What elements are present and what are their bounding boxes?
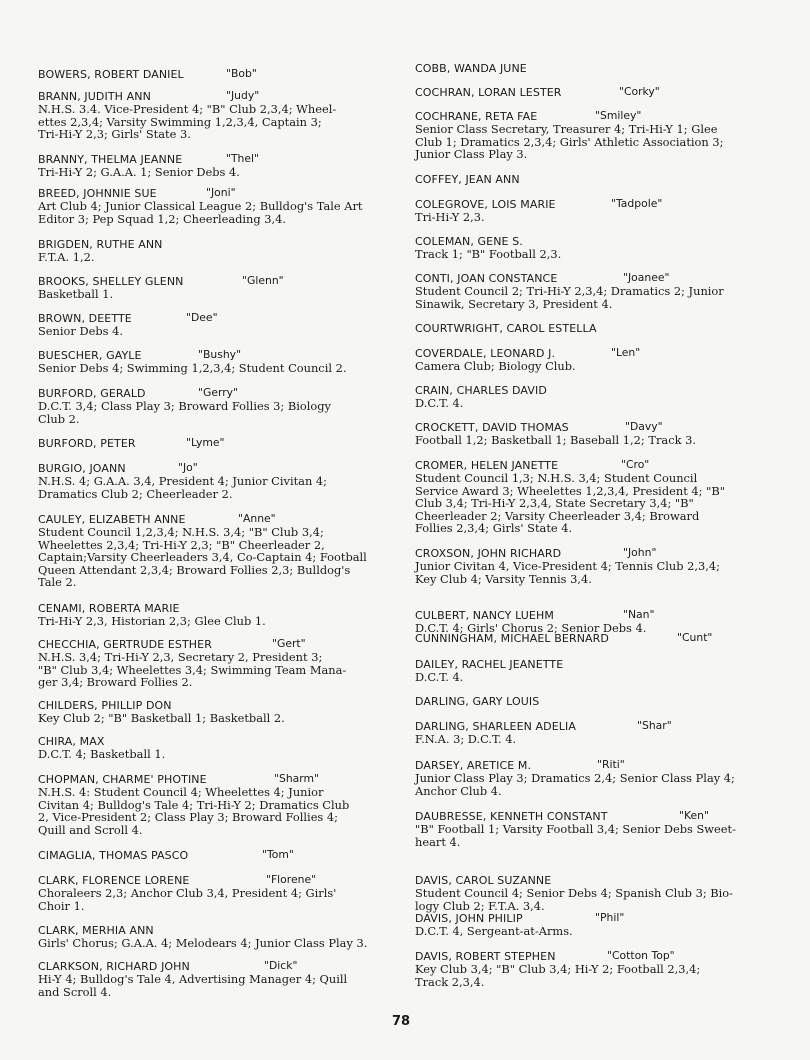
student-nickname: "Davy" xyxy=(625,420,663,433)
student-entry xyxy=(38,312,398,338)
student-nickname: "Sharm" xyxy=(274,772,320,785)
student-entry xyxy=(415,658,780,684)
student-nickname: "Joni" xyxy=(206,186,236,199)
entry-header xyxy=(38,874,398,887)
activities-line: 2, Vice-President 2; Class Play 3; Broward Follies 4; xyxy=(38,810,338,825)
student-name: BUESCHER, GAYLE xyxy=(38,349,142,362)
student-entry xyxy=(38,275,398,301)
student-nickname: "Smiley" xyxy=(595,109,642,122)
student-entry xyxy=(415,459,780,535)
student-name: CROXSON, JOHN RICHARD xyxy=(415,547,562,560)
activities-line: logy Club 2; F.T.A. 3,4. xyxy=(415,898,545,913)
student-name: CROCKETT, DAVID THOMAS xyxy=(415,421,569,434)
student-nickname: "Shar" xyxy=(637,719,672,732)
entry-header xyxy=(415,609,780,622)
student-entry xyxy=(38,437,398,450)
student-name: CLARK, FLORENCE LORENE xyxy=(38,874,190,887)
entry-header xyxy=(38,849,398,862)
entry-header xyxy=(415,759,780,772)
activities-line: Student Council 4; Senior Debs 4; Spanish Club 3; Bio- xyxy=(415,886,734,900)
student-nickname: "Cunt" xyxy=(677,631,713,644)
student-entry xyxy=(38,462,398,500)
activities-line: Club 2. xyxy=(38,411,80,426)
activities-line: Civitan 4; Bulldog's Tale 4; Tri-Hi-Y 2; Dramatics Club xyxy=(38,797,350,812)
student-entry xyxy=(415,912,780,938)
student-entry xyxy=(38,153,398,179)
student-nickname: "Riti" xyxy=(597,758,625,771)
activities-line: Sinawik, Secretary 3, President 4. xyxy=(415,296,613,311)
student-entry xyxy=(415,950,780,988)
student-nickname: "Nan" xyxy=(623,608,655,621)
entry-header xyxy=(38,238,398,251)
student-name: COLEGROVE, LOIS MARIE xyxy=(415,198,556,211)
student-entry xyxy=(38,513,398,589)
student-entry xyxy=(415,173,780,186)
activities-line: ger 3,4; Broward Follies 2. xyxy=(38,675,193,690)
entry-header xyxy=(415,459,780,472)
activities-line: Football 1,2; Basketball 1; Baseball 1,2; Track 3. xyxy=(415,433,696,447)
entry-header xyxy=(415,874,780,887)
entry-header xyxy=(38,699,398,712)
student-entry xyxy=(415,235,780,261)
activities-line: "B" Club 3,4; Wheelettes 3,4; Swimming Team Mana- xyxy=(38,662,347,677)
entry-header xyxy=(415,695,780,708)
student-nickname: "Cotton Top" xyxy=(607,949,675,962)
student-entry xyxy=(38,960,398,998)
student-name: CROMER, HELEN JANETTE xyxy=(415,459,559,472)
student-name: CLARKSON, RICHARD JOHN xyxy=(38,960,190,973)
student-entry xyxy=(38,602,398,628)
entry-header xyxy=(38,437,398,450)
activities-line: Senior Debs 4; Swimming 1,2,3,4; Student Council 2. xyxy=(38,361,347,375)
entry-header xyxy=(415,547,780,560)
activities-line: Junior Civitan 4, Vice-President 4; Tennis Club 2,3,4; xyxy=(415,559,720,573)
student-name: COVERDALE, LEONARD J. xyxy=(415,347,556,360)
activities-line: D.C.T. 4, Sergeant-at-Arms. xyxy=(415,924,573,938)
student-nickname: "Corky" xyxy=(619,85,660,98)
activities-line: D.C.T. 4; Girls' Chorus 2; Senior Debs 4. xyxy=(415,621,647,635)
activities-line: Basketball 1. xyxy=(38,287,114,301)
student-entry xyxy=(415,198,780,224)
entry-header xyxy=(38,349,398,362)
activities-line: Senior Class Secretary, Treasurer 4; Tri-Hi-Y 1; Glee xyxy=(415,122,718,136)
activities-line: Art Club 4; Junior Classical League 2; Bulldog's Tale Art xyxy=(38,199,363,213)
entry-header xyxy=(415,173,780,186)
activities-line: N.H.S. 4; G.A.A. 3,4, President 4; Junior Civitan 4; xyxy=(38,474,328,488)
activities-line: Follies 2,3,4; Girls' State 4. xyxy=(415,521,573,536)
activities-line: D.C.T. 4; Basketball 1. xyxy=(38,747,166,761)
student-nickname: "Dick" xyxy=(264,959,298,972)
student-name: CONTI, JOAN CONSTANCE xyxy=(415,272,558,285)
entry-header xyxy=(415,720,780,733)
entry-header xyxy=(415,110,780,123)
student-name: CHECCHIA, GERTRUDE ESTHER xyxy=(38,638,212,651)
student-name: CENAMI, ROBERTA MARIE xyxy=(38,602,180,615)
student-name: DAUBRESSE, KENNETH CONSTANT xyxy=(415,810,608,823)
student-nickname: "Judy" xyxy=(226,89,260,102)
student-name: CULBERT, NANCY LUEHM xyxy=(415,609,554,622)
student-entry xyxy=(38,638,398,689)
activities-line: Wheelettes 2,3,4; Tri-Hi-Y 2,3; "B" Cheerleader 2, xyxy=(38,537,325,552)
entry-header xyxy=(415,347,780,360)
student-name: DAVIS, ROBERT STEPHEN xyxy=(415,950,556,963)
activities-line: Tri-Hi-Y 2; G.A.A. 1; Senior Debs 4. xyxy=(38,165,240,179)
student-entry xyxy=(415,720,780,746)
entry-header xyxy=(38,153,398,166)
student-nickname: "John" xyxy=(623,546,657,559)
student-nickname: "Florene" xyxy=(266,873,317,886)
student-nickname: "Gert" xyxy=(272,637,306,650)
student-entry xyxy=(38,773,398,836)
activities-line: Tri-Hi-Y 2,3. xyxy=(415,210,485,224)
student-name: BURGIO, JOANN xyxy=(38,462,126,475)
student-name: BURFORD, PETER xyxy=(38,437,136,450)
student-entry xyxy=(38,349,398,375)
entry-header xyxy=(415,235,780,248)
entry-header xyxy=(38,462,398,475)
student-entry xyxy=(38,238,398,264)
student-entry xyxy=(415,62,780,75)
student-name: CHILDERS, PHILLIP DON xyxy=(38,699,172,712)
entry-header xyxy=(38,773,398,786)
page-number: 78 xyxy=(392,1014,411,1029)
entry-header xyxy=(38,68,398,81)
activities-line: Student Council 1,3; N.H.S. 3,4; Student Council xyxy=(415,471,698,485)
activities-line: Captain;Varsity Cheerleaders 3,4, Co-Captain 4; Football xyxy=(38,550,367,565)
entry-header xyxy=(415,421,780,434)
student-entry xyxy=(415,810,780,848)
activities-line: Key Club 4; Varsity Tennis 3,4. xyxy=(415,571,592,586)
student-name: BRIGDEN, RUTHE ANN xyxy=(38,238,163,251)
activities-line: Tale 2. xyxy=(38,575,77,590)
student-name: BURFORD, GERALD xyxy=(38,387,146,400)
entry-header xyxy=(38,275,398,288)
entry-header xyxy=(38,513,398,526)
student-nickname: "Ken" xyxy=(679,809,709,822)
activities-line: Dramatics Club 2; Cheerleader 2. xyxy=(38,486,233,501)
student-name: COURTWRIGHT, CAROL ESTELLA xyxy=(415,322,597,335)
student-entry xyxy=(38,387,398,425)
student-name: DARSEY, ARETICE M. xyxy=(415,759,532,772)
activities-line: Choir 1. xyxy=(38,898,85,913)
student-entry xyxy=(415,632,780,645)
entry-header xyxy=(38,90,398,103)
activities-line: Club 3,4; Tri-Hi-Y 2,3,4, State Secretary 3,4; "B" xyxy=(415,496,694,511)
student-name: COCHRANE, RETA FAE xyxy=(415,110,538,123)
student-nickname: "Gerry" xyxy=(198,386,239,399)
student-nickname: "Joanee" xyxy=(623,271,670,284)
student-name: BOWERS, ROBERT DANIEL xyxy=(38,68,184,81)
activities-line: D.C.T. 4. xyxy=(415,396,464,410)
student-name: DAILEY, RACHEL JEANETTE xyxy=(415,658,564,671)
activities-line: Student Council 1,2,3,4; N.H.S. 3,4; "B" Club 3,4; xyxy=(38,525,324,539)
student-name: CHOPMAN, CHARME' PHOTINE xyxy=(38,773,207,786)
activities-line: F.T.A. 1,2. xyxy=(38,250,95,264)
student-name: CHIRA, MAX xyxy=(38,735,105,748)
student-entry xyxy=(415,609,780,635)
student-name: CUNNINGHAM, MICHAEL BERNARD xyxy=(415,632,609,645)
entry-header xyxy=(415,198,780,211)
entry-header xyxy=(415,322,780,335)
activities-line: D.C.T. 4. xyxy=(415,670,464,684)
student-nickname: "Glenn" xyxy=(242,274,284,287)
student-entry xyxy=(38,849,398,862)
entry-header xyxy=(415,62,780,75)
activities-line: Choraleers 2,3; Anchor Club 3,4, President 4; Girls' xyxy=(38,886,337,900)
entry-header xyxy=(38,960,398,973)
entry-header xyxy=(38,638,398,651)
student-name: COCHRAN, LORAN LESTER xyxy=(415,86,562,99)
entry-header xyxy=(415,810,780,823)
activities-line: Anchor Club 4. xyxy=(415,783,502,798)
student-nickname: "Phil" xyxy=(595,911,625,924)
student-name: CRAIN, CHARLES DAVID xyxy=(415,384,547,397)
activities-line: D.C.T. 3,4; Class Play 3; Broward Follies 3; Biology xyxy=(38,399,331,413)
student-entry xyxy=(415,695,780,708)
student-name: DAVIS, CAROL SUZANNE xyxy=(415,874,552,887)
activities-line: Key Club 3,4; "B" Club 3,4; Hi-Y 2; Football 2,3,4; xyxy=(415,962,701,976)
activities-line: N.H.S. 4: Student Council 4; Wheelettes 4; Junior xyxy=(38,785,324,799)
student-nickname: "Len" xyxy=(611,346,641,359)
student-entry xyxy=(38,874,398,912)
entry-header xyxy=(38,924,398,937)
student-name: COLEMAN, GENE S. xyxy=(415,235,523,248)
student-entry xyxy=(415,421,780,447)
student-entry xyxy=(415,272,780,310)
student-name: BROWN, DEETTE xyxy=(38,312,132,325)
student-name: BRANN, JUDITH ANN xyxy=(38,90,151,103)
student-nickname: "Jo" xyxy=(178,461,198,474)
student-name: COFFEY, JEAN ANN xyxy=(415,173,520,186)
entry-header xyxy=(415,632,780,645)
student-entry xyxy=(38,924,398,950)
activities-line: Club 1; Dramatics 2,3,4; Girls' Athletic Association 3; xyxy=(415,134,724,149)
student-entry xyxy=(38,735,398,761)
entry-header xyxy=(415,272,780,285)
activities-line: Hi-Y 4; Bulldog's Tale 4, Advertising Manager 4; Quill xyxy=(38,972,348,986)
activities-line: Queen Attendant 2,3,4; Broward Follies 2,3; Bulldog's xyxy=(38,562,351,577)
student-name: DAVIS, JOHN PHILIP xyxy=(415,912,523,925)
student-entry xyxy=(415,110,780,161)
activities-line: N.H.S. 3,4; Tri-Hi-Y 2,3, Secretary 2, President 3; xyxy=(38,650,323,664)
activities-line: and Scroll 4. xyxy=(38,984,112,999)
activities-line: Quill and Scroll 4. xyxy=(38,822,143,837)
activities-line: Track 1; "B" Football 2,3. xyxy=(415,247,562,261)
activities-line: Camera Club; Biology Club. xyxy=(415,359,576,373)
student-name: BROOKS, SHELLEY GLENN xyxy=(38,275,184,288)
student-name: COBB, WANDA JUNE xyxy=(415,62,527,75)
activities-line: Track 2,3,4. xyxy=(415,974,485,989)
activities-line: F.N.A. 3; D.C.T. 4. xyxy=(415,732,517,746)
student-name: DARLING, GARY LOUIS xyxy=(415,695,540,708)
student-nickname: "Bob" xyxy=(226,67,257,80)
entry-header xyxy=(415,86,780,99)
student-entry xyxy=(38,90,398,141)
activities-line: Junior Class Play 3. xyxy=(415,147,528,162)
entry-header xyxy=(38,312,398,325)
activities-line: "B" Football 1; Varsity Football 3,4; Senior Debs Sweet- xyxy=(415,822,736,836)
student-name: DARLING, SHARLEEN ADELIA xyxy=(415,720,576,733)
student-nickname: "Cro" xyxy=(621,458,650,471)
entry-header xyxy=(415,950,780,963)
activities-line: Junior Class Play 3; Dramatics 2,4; Senior Class Play 4; xyxy=(415,771,735,785)
student-name: CIMAGLIA, THOMAS PASCO xyxy=(38,849,189,862)
activities-line: N.H.S. 3.4. Vice-President 4; "B" Club 2,3,4; Wheel- xyxy=(38,102,337,116)
student-entry xyxy=(415,86,780,99)
student-entry xyxy=(38,187,398,225)
activities-line: ettes 2,3,4; Varsity Swimming 1,2,3,4, Captain 3; xyxy=(38,114,322,129)
activities-line: heart 4. xyxy=(415,834,461,849)
activities-line: Tri-Hi-Y 2,3, Historian 2,3; Glee Club 1. xyxy=(38,614,266,628)
student-entry xyxy=(38,68,398,81)
student-entry xyxy=(415,547,780,585)
entry-header xyxy=(38,387,398,400)
entry-header xyxy=(415,912,780,925)
entry-header xyxy=(38,735,398,748)
student-nickname: "Thel" xyxy=(226,152,260,165)
student-nickname: "Anne" xyxy=(238,512,276,525)
student-name: BRANNY, THELMA JEANNE xyxy=(38,153,183,166)
activities-line: Student Council 2; Tri-Hi-Y 2,3,4; Dramatics 2; Junior xyxy=(415,284,724,298)
activities-line: Editor 3; Pep Squad 1,2; Cheerleading 3,4. xyxy=(38,211,287,226)
student-nickname: "Tadpole" xyxy=(611,197,663,210)
student-entry xyxy=(415,759,780,797)
student-entry xyxy=(415,384,780,410)
activities-line: Cheerleader 2; Varsity Cheerleader 3,4; Broward xyxy=(415,508,700,523)
activities-line: Key Club 2; "B" Basketball 1; Basketball 2. xyxy=(38,711,285,725)
student-name: CLARK, MERHIA ANN xyxy=(38,924,154,937)
activities-line: Senior Debs 4. xyxy=(38,324,123,338)
student-entry xyxy=(415,322,780,335)
student-entry xyxy=(415,874,780,912)
entry-header xyxy=(38,602,398,615)
student-nickname: "Lyme" xyxy=(186,436,225,449)
student-name: BREED, JOHNNIE SUE xyxy=(38,187,157,200)
student-entry xyxy=(38,699,398,725)
student-entry xyxy=(415,347,780,373)
entry-header xyxy=(415,384,780,397)
student-name: CAULEY, ELIZABETH ANNE xyxy=(38,513,186,526)
student-nickname: "Dee" xyxy=(186,311,218,324)
entry-header xyxy=(415,658,780,671)
entry-header xyxy=(38,187,398,200)
student-nickname: "Bushy" xyxy=(198,348,242,361)
activities-line: Service Award 3; Wheelettes 1,2,3,4, President 4; "B" xyxy=(415,483,725,498)
activities-line: Girls' Chorus; G.A.A. 4; Melodears 4; Junior Class Play 3. xyxy=(38,936,368,950)
activities-line: Tri-Hi-Y 2,3; Girls' State 3. xyxy=(38,127,191,142)
student-nickname: "Tom" xyxy=(262,848,294,861)
